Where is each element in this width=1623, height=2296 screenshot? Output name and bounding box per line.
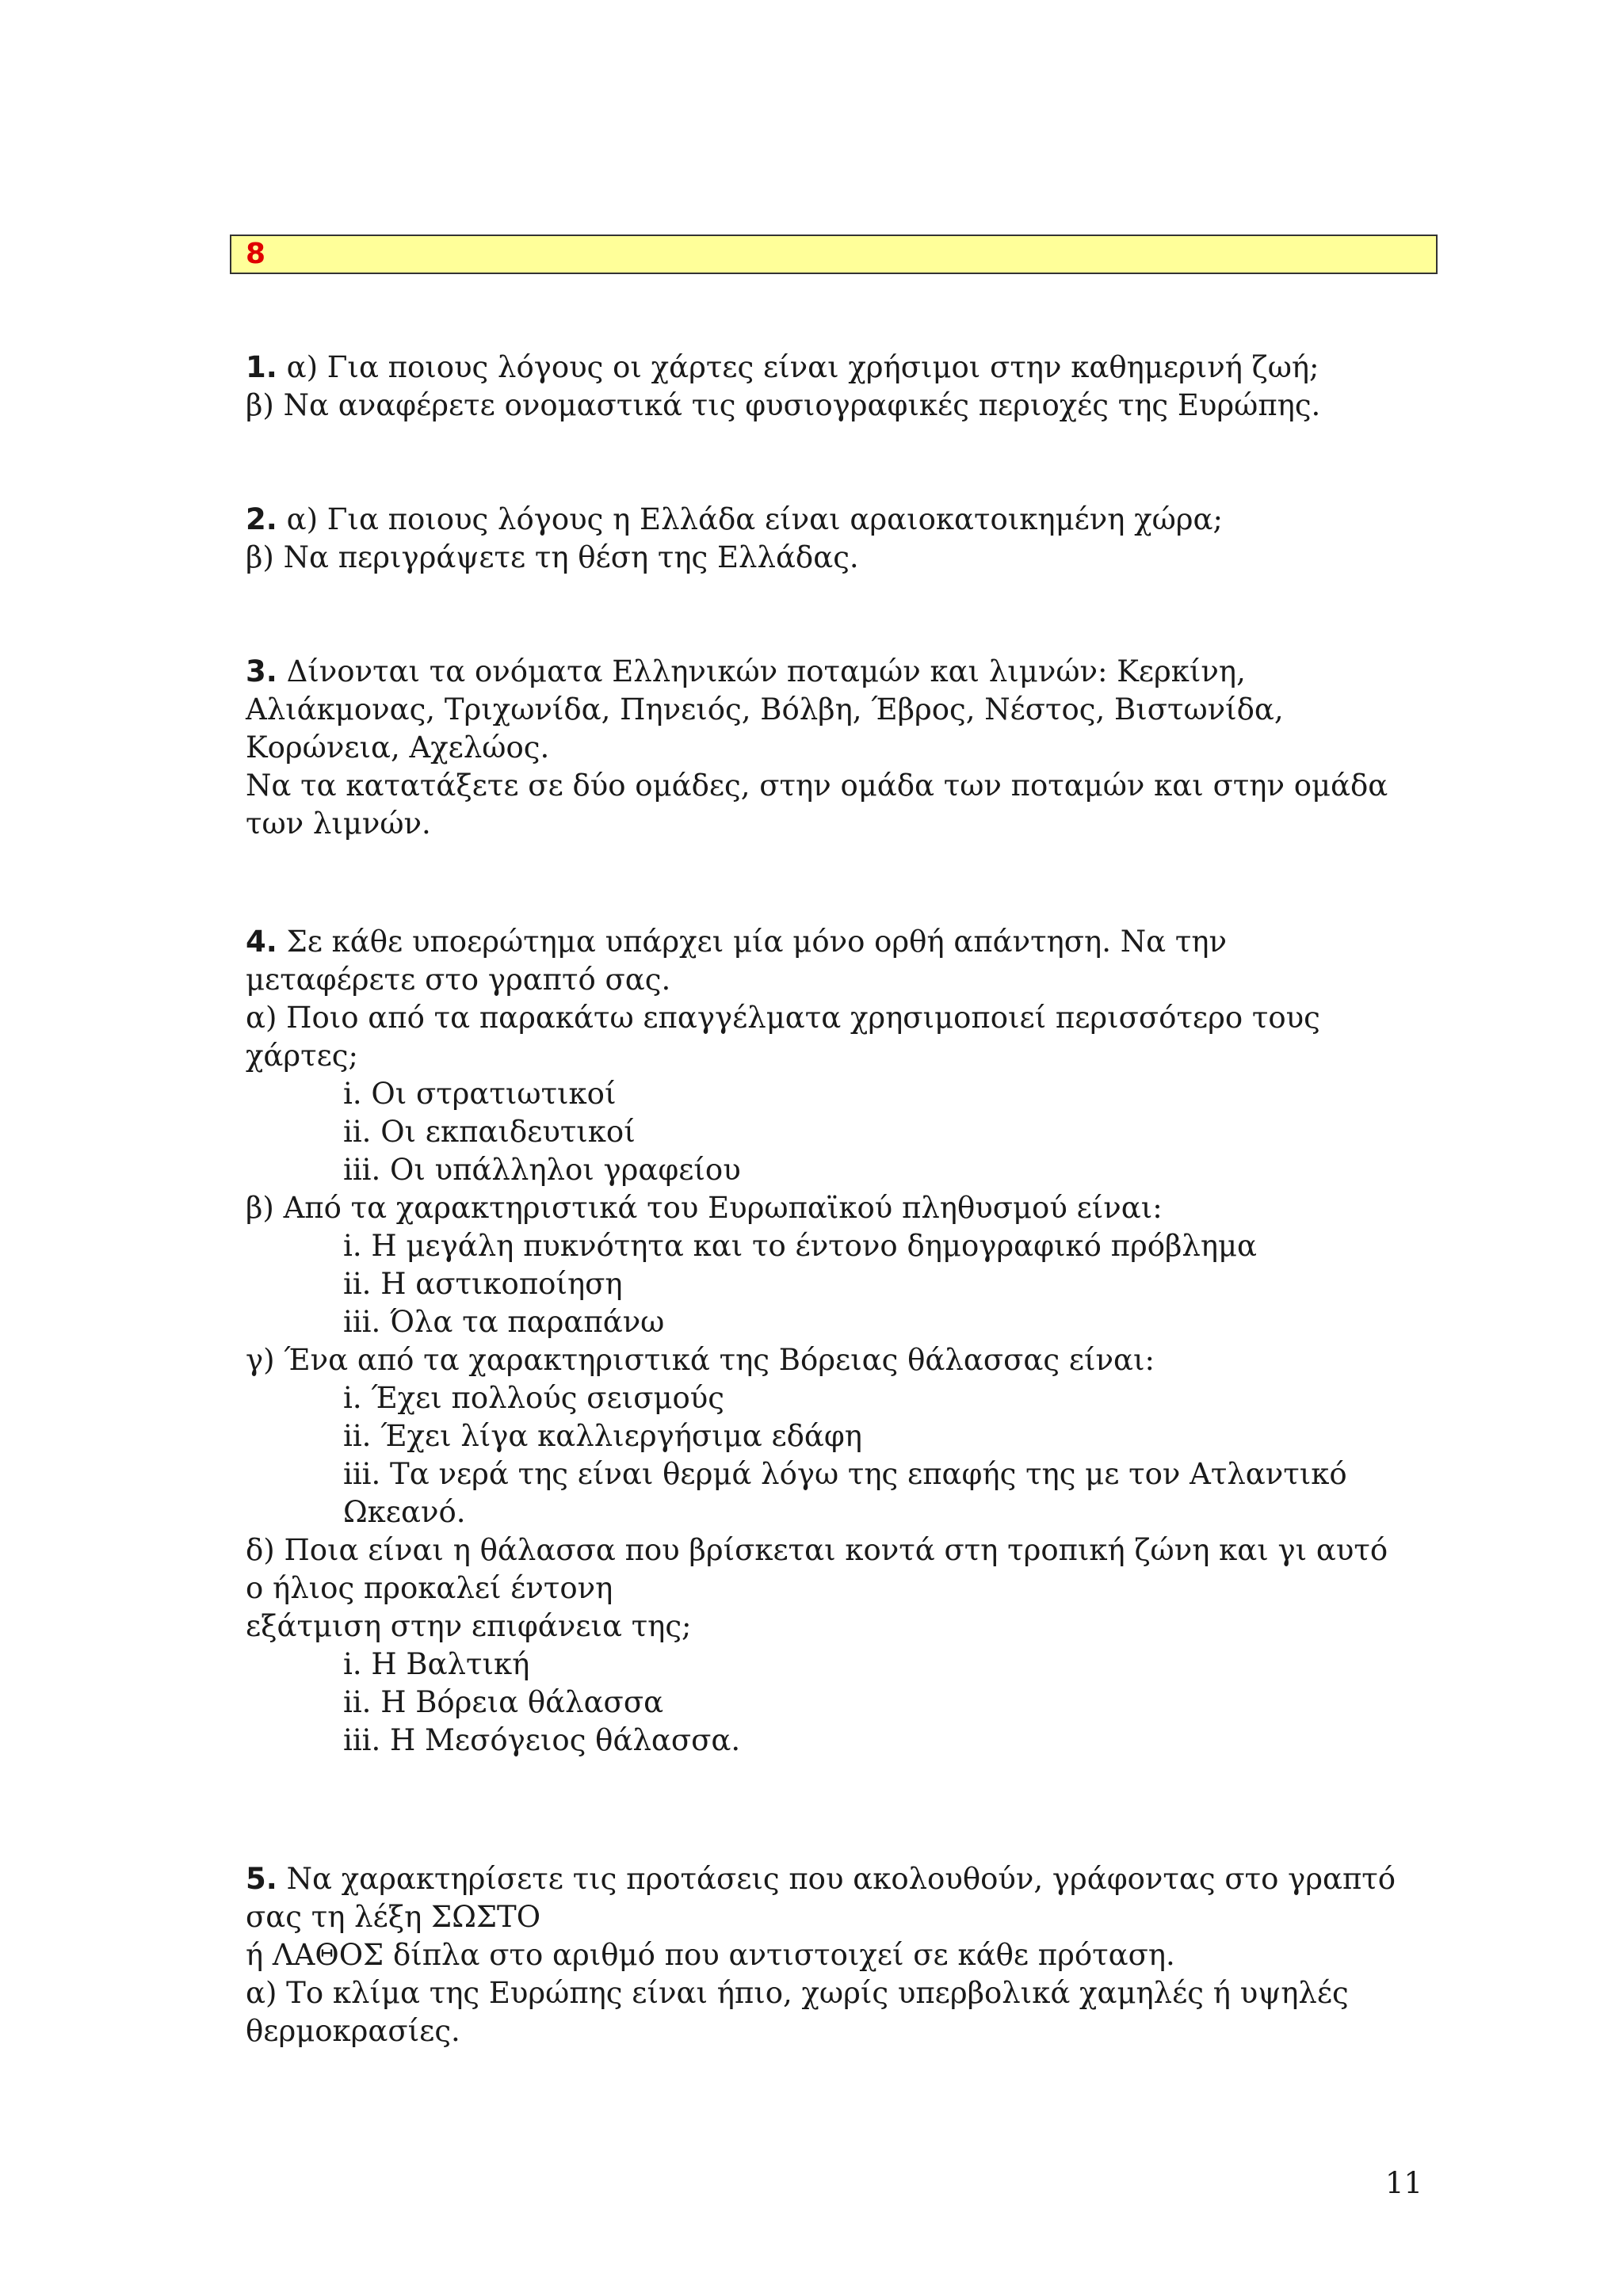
question-1 [246,349,1434,425]
question-3-number: 3. [246,654,277,688]
question-5-text-1: Να χαρακτηρίσετε τις προτάσεις που ακολουθούν, γράφοντας στο γραπτό [286,1862,1396,1896]
question-2-text-a: α) Για ποιους λόγους η Ελλάδα είναι αραιοκατοικημένη χώρα; [286,502,1223,536]
question-1-text-b: β) Να αναφέρετε ονομαστικά τις φυσιογραφικές περιοχές της Ευρώπης. [246,388,1321,422]
question-5-text-3: ή ΛΑΘΟΣ δίπλα στο αριθμό που αντιστοιχεί σε κάθε πρόταση. [246,1938,1175,1972]
question-4c-option-ii: ii. Έχει λίγα καλλιεργήσιμα εδάφη [343,1419,862,1453]
question-2-number: 2. [246,502,277,536]
question-3-text-3: Κορώνεια, Αχελώος. [246,730,550,765]
question-1-line-1 [246,349,1434,387]
question-3-line-1 [246,653,1434,691]
question-3-text-5: των λιμνών. [246,807,431,841]
question-4 [246,923,1434,1760]
question-4b-option-iii: iii. Όλα τα παραπάνω [343,1305,665,1339]
question-3-text-4: Να τα κατατάξετε σε δύο ομάδες, στην ομάδα των ποταμών και στην ομάδα [246,769,1388,803]
question-4d-option-i: i. Η Βαλτική [343,1647,530,1681]
question-4c-option-iii-cont: Ωκεανό. [343,1495,466,1529]
question-5 [246,1860,1434,2050]
question-4a-text-2: χάρτες; [246,1039,358,1073]
question-4a-option-ii: ii. Οι εκπαιδευτικοί [343,1115,636,1149]
question-4d-text-2: ο ήλιος προκαλεί έντονη [246,1571,613,1605]
question-2-line-1 [246,501,1434,539]
question-4-intro-2: μεταφέρετε στο γραπτό σας. [246,963,671,997]
section-number: 8 [246,238,266,270]
question-4a-option-iii: iii. Οι υπάλληλοι γραφείου [343,1153,741,1187]
question-4-number: 4. [246,925,277,959]
question-4d-option-iii: iii. Η Μεσόγειος θάλασσα. [343,1723,741,1757]
question-4-line-1 [246,923,1434,961]
question-5-number: 5. [246,1862,277,1896]
question-4b-text: β) Από τα χαρακτηριστικά του Ευρωπαϊκού πληθυσμού είναι: [246,1191,1163,1225]
question-5-text-2: σας τη λέξη ΣΩΣΤΟ [246,1900,541,1934]
question-3 [246,653,1434,843]
question-3-text-2: Αλιάκμονας, Τριχωνίδα, Πηνειός, Βόλβη, Έβρος, Νέστος, Βιστωνίδα, [246,692,1284,727]
question-5-text-4: α) Το κλίμα της Ευρώπης είναι ήπιο, χωρίς υπερβολικά χαμηλές ή υψηλές [246,1976,1349,2010]
question-4d-text-1: δ) Ποια είναι η θάλασσα που βρίσκεται κοντά στη τροπική ζώνη και γι αυτό [246,1533,1388,1567]
question-4c-text: γ) Ένα από τα χαρακτηριστικά της Βόρειας θάλασσας είναι: [246,1343,1155,1377]
question-2-text-b: β) Να περιγράψετε τη θέση της Ελλάδας. [246,540,859,574]
question-5-text-5: θερμοκρασίες. [246,2014,460,2048]
question-4d-text-3: εξάτμιση στην επιφάνεια της; [246,1609,692,1643]
question-4c-option-iii: iii. Τα νερά της είναι θερμά λόγω της επαφής της με τον Ατλαντικό [343,1457,1347,1491]
question-1-text-a: α) Για ποιους λόγους οι χάρτες είναι χρήσιμοι στην καθημερινή ζωή; [286,350,1319,384]
question-1-number: 1. [246,350,277,384]
question-5-line-1 [246,1860,1434,1898]
questions-body [246,349,1434,2050]
page-number: 11 [1385,2166,1423,2200]
section-header-box [230,235,1438,274]
question-4c-option-i: i. Έχει πολλούς σεισμούς [343,1381,724,1415]
question-4b-option-ii: ii. Η αστικοποίηση [343,1267,623,1301]
question-2 [246,501,1434,577]
question-4-intro-1: Σε κάθε υποερώτημα υπάρχει μία μόνο ορθή απάντηση. Να την [286,925,1227,959]
question-4a-text-1: α) Ποιο από τα παρακάτω επαγγέλματα χρησιμοποιεί περισσότερο τους [246,1001,1320,1035]
question-3-text-1: Δίνονται τα ονόματα Ελληνικών ποταμών και λιμνών: Κερκίνη, [286,654,1246,688]
question-4a-option-i: i. Οι στρατιωτικοί [343,1077,617,1111]
question-4d-option-ii: ii. Η Βόρεια θάλασσα [343,1685,664,1719]
question-4b-option-i: i. Η μεγάλη πυκνότητα και το έντονο δημογραφικό πρόβλημα [343,1229,1258,1263]
